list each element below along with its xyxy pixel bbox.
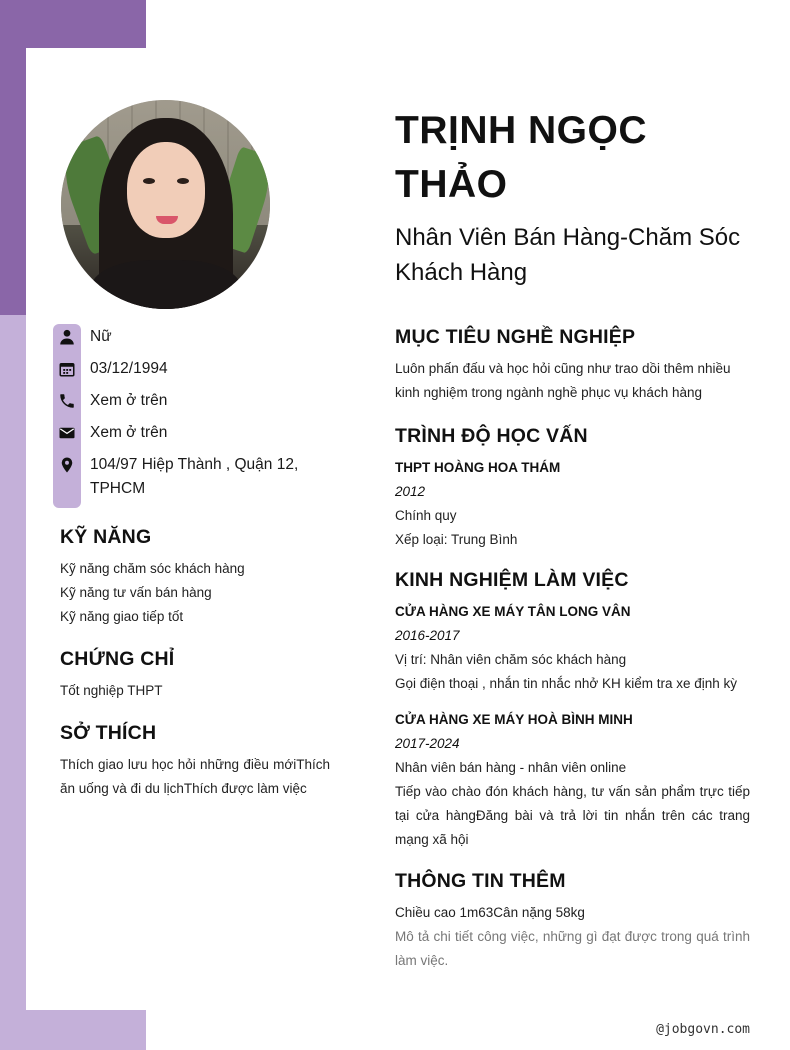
email-text: Xem ở trên xyxy=(90,424,168,441)
job-role: Nhân viên bán hàng - nhân viên online xyxy=(395,760,627,775)
extra-info-title: THÔNG TIN THÊM xyxy=(395,870,566,892)
education-year: 2012 xyxy=(395,484,426,499)
job-role: Vị trí: Nhân viên chăm sóc khách hàng xyxy=(395,652,627,667)
objective-title: MỤC TIÊU NGHỀ NGHIỆP xyxy=(395,326,636,348)
phone-icon xyxy=(58,392,76,410)
contact-address xyxy=(58,453,308,501)
contact-gender xyxy=(58,325,308,349)
mail-icon xyxy=(58,424,76,442)
education-type: Chính quy xyxy=(395,508,457,523)
gender-text: Nữ xyxy=(90,328,112,345)
skills-title: KỸ NĂNG xyxy=(60,526,152,548)
footer-watermark: @jobgovn.com xyxy=(656,1022,750,1037)
job-company: CỬA HÀNG XE MÁY HOÀ BÌNH MINH xyxy=(395,712,633,727)
extra-info-description: Mô tả chi tiết công việc, những gì đạt được trong quá trình làm việc. xyxy=(395,929,750,968)
location-icon xyxy=(58,456,76,474)
contact-phone xyxy=(58,389,308,413)
education-rank: Xếp loại: Trung Bình xyxy=(395,532,518,547)
address-text: 104/97 Hiệp Thành , Quận 12, TPHCM xyxy=(90,456,299,497)
objective-section xyxy=(395,326,750,405)
skill-item: Kỹ năng giao tiếp tốt xyxy=(60,609,184,624)
education-section xyxy=(395,425,750,552)
job-title: Nhân Viên Bán Hàng-Chăm Sóc Khách Hàng xyxy=(395,224,741,286)
school-name: THPT HOÀNG HOA THÁM xyxy=(395,460,561,475)
job-desc: Gọi điện thoại , nhắn tin nhắc nhở KH kiểm tra xe định kỳ xyxy=(395,676,738,691)
candidate-name: TRỊNH NGỌC THẢO xyxy=(395,109,647,206)
birthday-text: 03/12/1994 xyxy=(90,360,168,377)
phone-text: Xem ở trên xyxy=(90,392,168,409)
calendar-icon xyxy=(58,360,76,378)
job-period: 2017-2024 xyxy=(395,736,460,751)
job-period: 2016-2017 xyxy=(395,628,460,643)
education-title: TRÌNH ĐỘ HỌC VẤN xyxy=(395,425,588,447)
experience-section xyxy=(395,569,750,852)
hobbies-title: SỞ THÍCH xyxy=(60,722,157,744)
experience-title: KINH NGHIỆM LÀM VIỆC xyxy=(395,569,629,591)
job-desc: Tiếp vào chào đón khách hàng, tư vấn sản phẩm trực tiếp tại cửa hàngĐăng bài và trả lời tin nhắn trên các trang mạng xã hội xyxy=(395,784,750,847)
skills-section xyxy=(60,526,330,629)
skill-item: Kỹ năng chăm sóc khách hàng xyxy=(60,561,245,576)
contact-birthday xyxy=(58,357,308,381)
profile-photo xyxy=(61,100,270,309)
certificates-title: CHỨNG CHỈ xyxy=(60,648,175,670)
extra-info-line: Chiều cao 1m63Cân nặng 58kg xyxy=(395,905,585,920)
skill-item: Kỹ năng tư vấn bán hàng xyxy=(60,585,212,600)
job-company: CỬA HÀNG XE MÁY TÂN LONG VÂN xyxy=(395,604,631,619)
certificates-section xyxy=(60,648,330,703)
contact-email xyxy=(58,421,308,445)
header-section xyxy=(395,104,750,290)
user-icon xyxy=(58,328,76,346)
hobbies-text: Thích giao lưu học hỏi những điều mớiThích ăn uống và đi du lịchThích được làm việc xyxy=(60,757,330,796)
certificate-item: Tốt nghiệp THPT xyxy=(60,683,163,698)
extra-info-section xyxy=(395,870,750,973)
objective-text: Luôn phấn đấu và học hỏi cũng như trao dồi thêm nhiều kinh nghiệm trong ngành nghề phục vụ khách hàng xyxy=(395,361,731,400)
hobbies-section xyxy=(60,722,330,801)
